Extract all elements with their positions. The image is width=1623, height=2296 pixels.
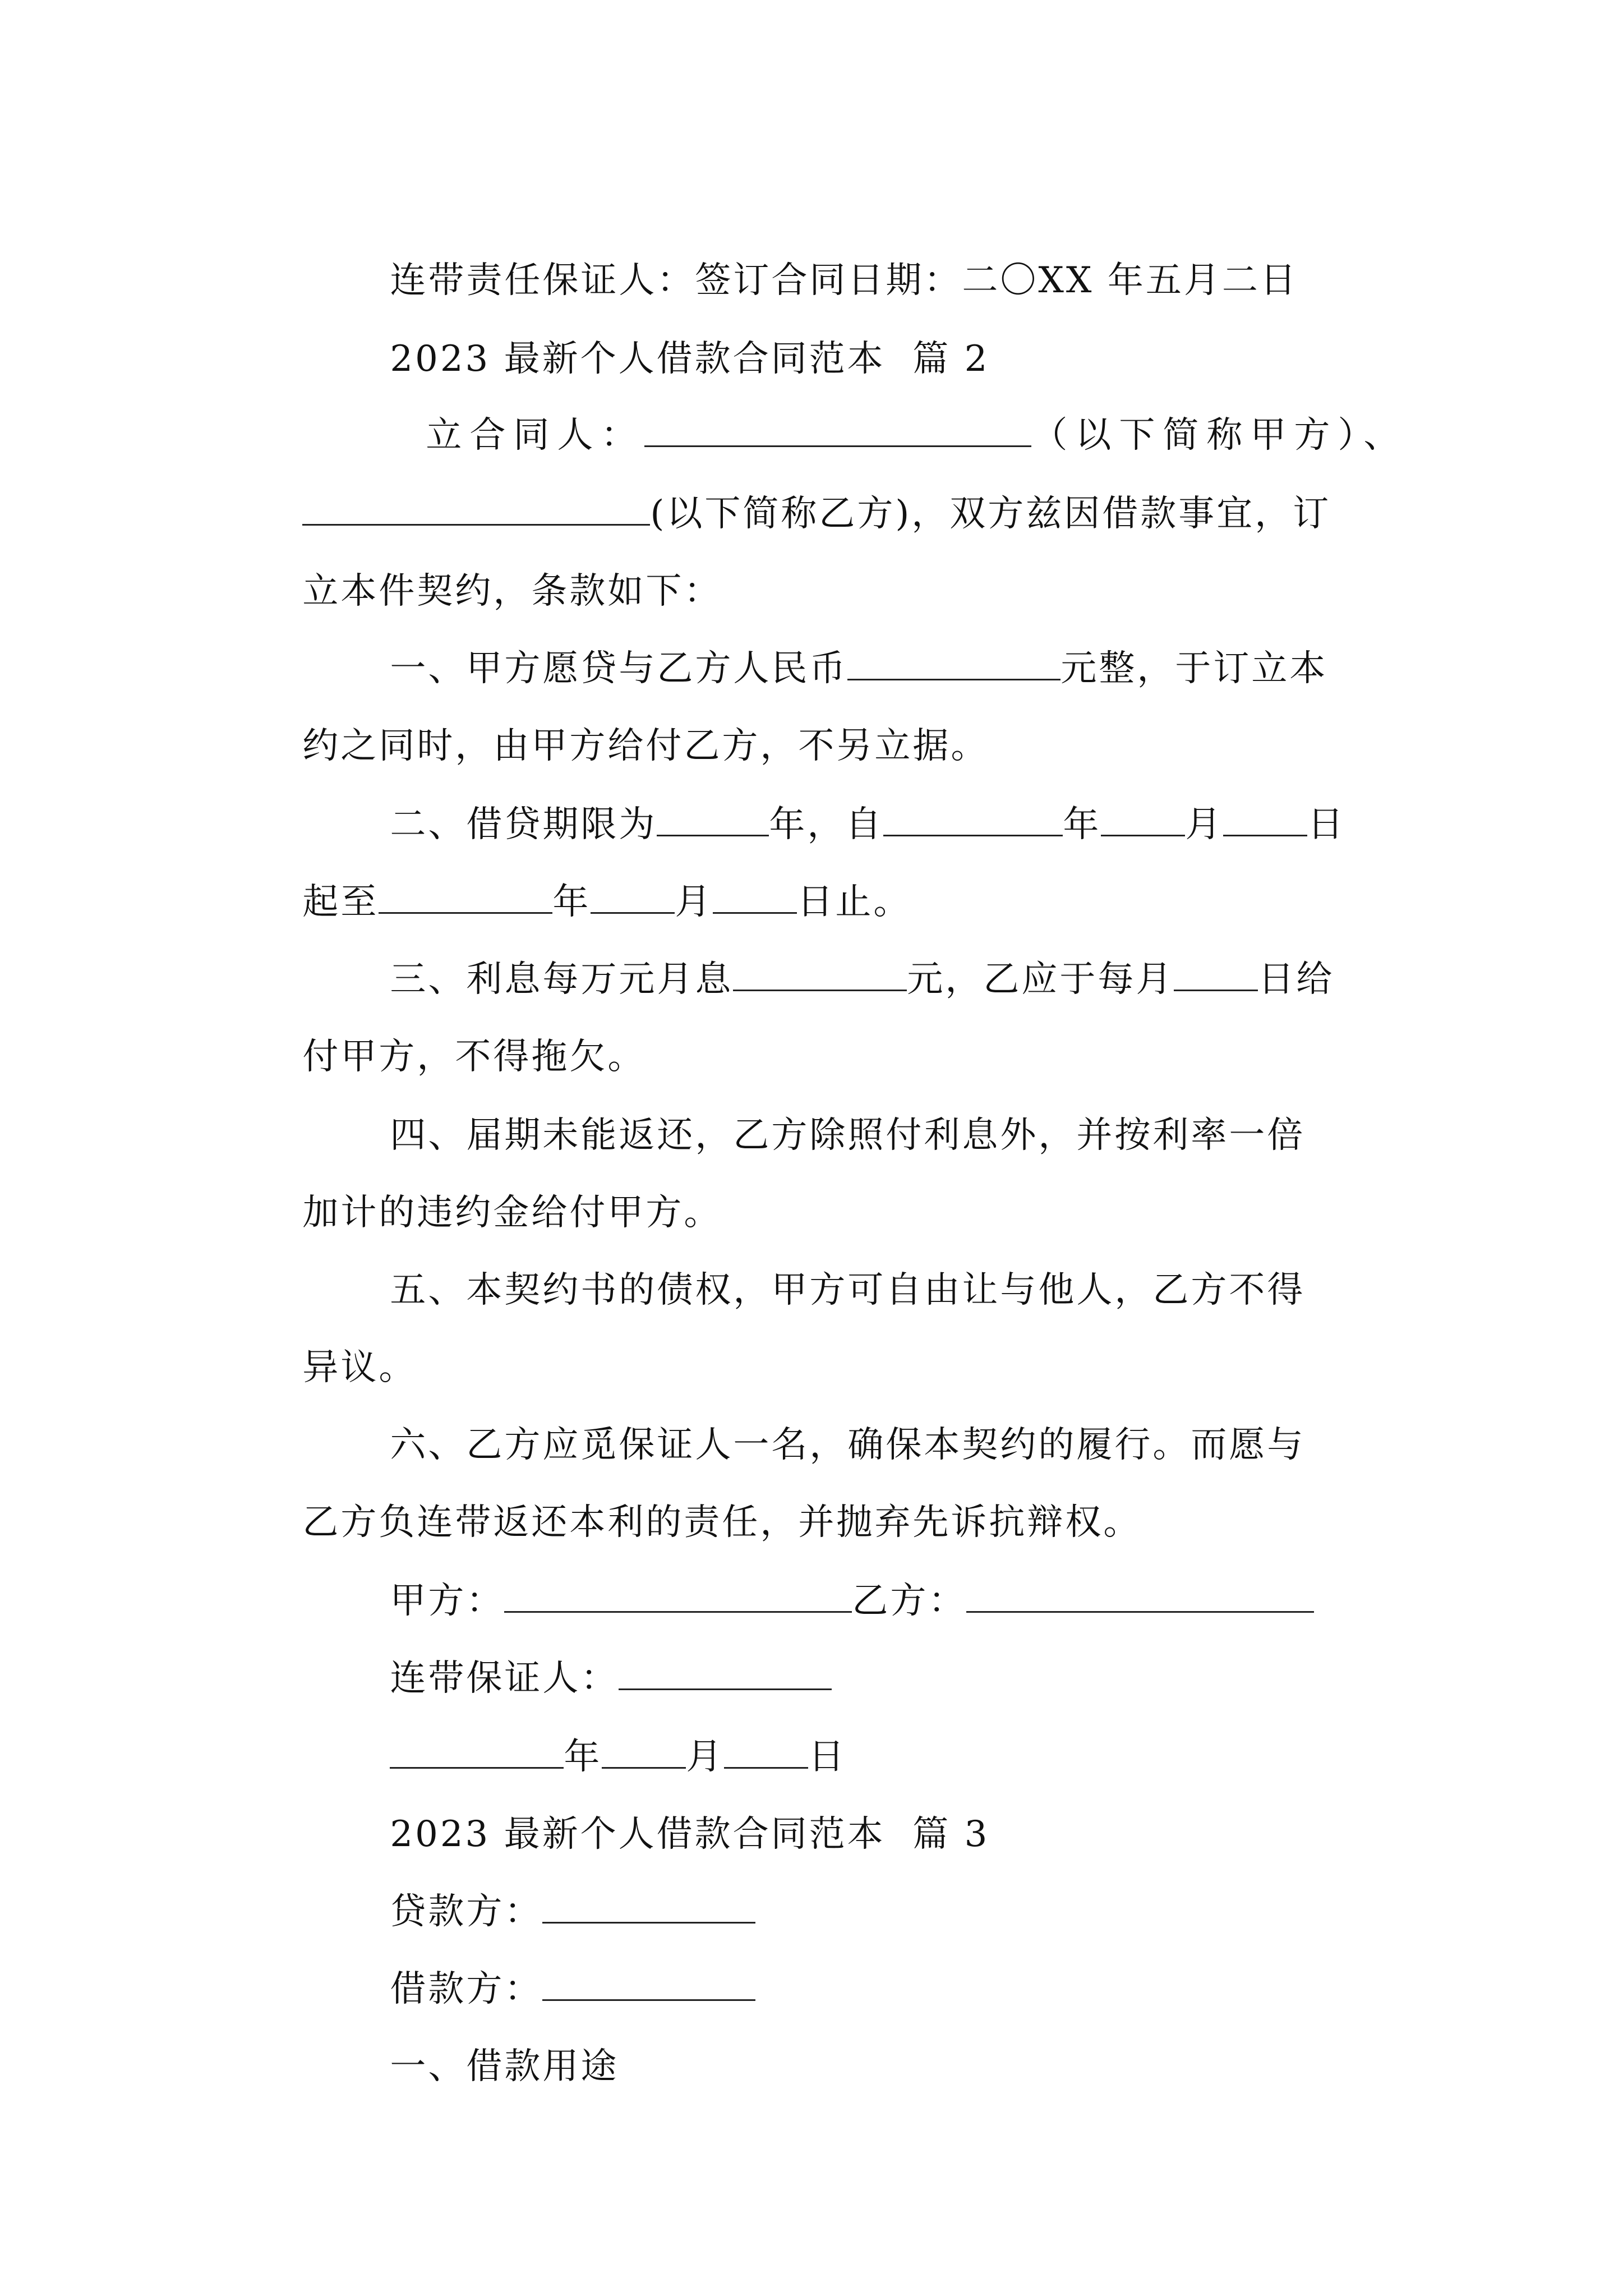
sign-month-label: 月 — [686, 1736, 725, 1778]
borrower-blank — [542, 1967, 755, 2001]
clause-1-text-a: 一、甲方愿贷与乙方人民币 — [390, 648, 848, 689]
clause-4-line-2 — [248, 1145, 722, 1234]
clause-3-text-b: 元，乙应于每月 — [907, 959, 1174, 1000]
sign-day-blank — [724, 1734, 808, 1769]
clause-6-text-a: 六、乙方应觅保证人一名，确保本契约的履行。而愿与 — [390, 1424, 1306, 1466]
clause-4-text-a: 四、届期未能返还，乙方除照付利息外，并按利率一倍 — [390, 1115, 1306, 1156]
clause-2-text-i: 日止。 — [797, 881, 912, 923]
section-heading-2 — [335, 292, 990, 380]
clause-2-text-f: 起至 — [302, 881, 379, 923]
party-b-blank — [302, 491, 650, 526]
start-month-blank — [1101, 802, 1185, 836]
clause-5-line-2 — [248, 1300, 417, 1388]
party-label: 立合同人： — [426, 415, 645, 456]
party-b-abbr: (以下简称乙方)，双方兹因借款事宜，订 — [650, 493, 1331, 535]
clause-2-text-c: 年 — [1063, 804, 1101, 845]
clause-2-text-g: 年 — [552, 881, 591, 923]
clause-3-text-a: 三、利息每万元月息 — [390, 959, 734, 1000]
clause-4-text-b: 加计的违约金给付甲方。 — [302, 1192, 722, 1234]
clause-2-text-h: 月 — [675, 881, 713, 923]
guarantor-date-line — [335, 213, 1298, 301]
loan-purpose-heading — [335, 1999, 619, 2087]
borrower-label: 借款方： — [390, 1968, 543, 2010]
party-b-sign-label: 乙方： — [852, 1580, 967, 1622]
lender-blank — [542, 1889, 755, 1924]
party-b-sign-blank — [966, 1579, 1314, 1613]
party-a-sign-label: 甲方： — [390, 1580, 505, 1622]
party-line-2 — [248, 447, 1331, 535]
clause-3-text-c: 日给 — [1258, 959, 1335, 1000]
clause-2-text-e: 日 — [1307, 804, 1346, 845]
sign-year-label: 年 — [564, 1736, 602, 1778]
signature-date-line — [335, 1690, 847, 1778]
sign-day-label: 日 — [808, 1736, 847, 1778]
clause-2-text-b: 年，自 — [769, 804, 884, 845]
loan-purpose-text: 一、借款用途 — [390, 2046, 619, 2087]
pay-day-blank — [1174, 957, 1258, 991]
guarantor-sign-blank — [619, 1656, 832, 1690]
clause-1-text-b: 元整，于订立本 — [1061, 648, 1328, 689]
clause-6-text-b: 乙方负连带返还本利的责任，并抛弃先诉抗辩权。 — [302, 1502, 1142, 1543]
clause-5-text-a: 五、本契约书的债权，甲方可自由让与他人，乙方不得 — [390, 1269, 1306, 1311]
end-day-blank — [713, 880, 797, 914]
lender-label: 贷款方： — [390, 1891, 543, 1932]
clause-2-line-2 — [248, 835, 912, 923]
clause-3-line-2 — [248, 990, 646, 1078]
clause-2-text-d: 月 — [1185, 804, 1224, 845]
interest-blank — [733, 957, 907, 991]
party-line-1 — [349, 368, 1408, 456]
clause-6-line-2 — [248, 1455, 1142, 1543]
loan-amount-blank — [847, 646, 1061, 680]
end-year-blank — [379, 880, 552, 914]
term-years-blank — [657, 802, 769, 836]
guarantor-date-text: 连带责任保证人：签订合同日期：二〇XX 年五月二日 — [390, 260, 1298, 301]
borrower-line — [335, 1922, 755, 2010]
clause-4-line-1 — [335, 1068, 1306, 1156]
end-month-blank — [591, 880, 675, 914]
sign-month-blank — [602, 1734, 686, 1769]
lender-line — [335, 1844, 755, 1932]
clause-5-text-b: 异议。 — [302, 1347, 417, 1388]
section-heading-3 — [335, 1767, 990, 1855]
clause-3-line-1 — [335, 912, 1335, 1000]
sign-year-blank — [390, 1734, 564, 1769]
signature-line-parties — [335, 1534, 1314, 1622]
intro-text: 立本件契约，条款如下： — [302, 570, 722, 612]
clause-5-line-1 — [335, 1223, 1306, 1311]
party-line-3 — [248, 524, 722, 612]
start-day-blank — [1223, 802, 1307, 836]
clause-3-text-d: 付甲方，不得拖欠。 — [302, 1036, 646, 1078]
clause-6-line-1 — [335, 1378, 1306, 1466]
guarantor-sign-label: 连带保证人： — [390, 1658, 619, 1699]
clause-1-line-2 — [248, 679, 989, 767]
party-a-abbr: （以下简称甲方）、 — [1031, 415, 1408, 456]
section-heading-2-text: 2023 最新个人借款合同范本 篇 2 — [390, 338, 990, 380]
clause-2-text-a: 二、借贷期限为 — [390, 804, 657, 845]
party-a-sign-blank — [504, 1579, 852, 1613]
clause-1-line-1 — [335, 601, 1328, 689]
section-heading-3-text: 2023 最新个人借款合同范本 篇 3 — [390, 1814, 990, 1855]
party-a-blank — [644, 413, 1031, 447]
start-year-blank — [883, 802, 1063, 836]
clause-2-line-1 — [335, 757, 1346, 845]
signature-line-guarantor — [335, 1611, 832, 1699]
clause-1-text-c: 约之同时，由甲方给付乙方，不另立据。 — [302, 725, 989, 767]
